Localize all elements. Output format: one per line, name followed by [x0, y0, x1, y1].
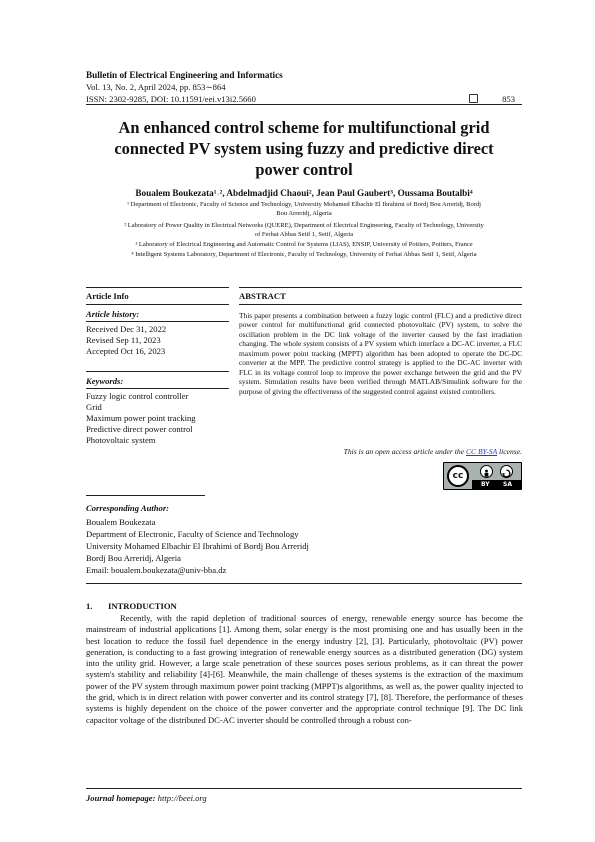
header-rule: [86, 104, 522, 105]
journal-name: Bulletin of Electrical Engineering and Informatics: [86, 70, 283, 80]
affiliation-1: [84, 201, 524, 218]
footer-rule: [86, 788, 522, 789]
journal-homepage: [86, 793, 207, 803]
history-item: Received Dec 31, 2022: [86, 324, 167, 334]
corresponding-email[interactable]: Email: boualem.boukezata@univ-bba.dz: [86, 565, 227, 575]
keywords-rule-top: [86, 371, 229, 372]
section-number: 1.: [86, 601, 93, 611]
corresponding-name: Boualem Boukezata: [86, 517, 156, 527]
corresponding-dept: Department of Electronic, Faculty of Science and Technology: [86, 529, 299, 539]
open-access-prefix: This is an open access article under the: [343, 447, 466, 456]
title-line: An enhanced control scheme for multifunctional grid: [118, 118, 490, 137]
keyword-item: Fuzzy logic control controller: [86, 391, 189, 401]
license-link[interactable]: CC BY-SA: [465, 447, 498, 456]
keyword-item: Maximum power point tracking: [86, 413, 196, 423]
affiliation-line: ² Laboratory of Power Quality in Electrical Networks (QUERE), Department of Electrical Engineering, Faculty of Technology, University: [124, 222, 484, 229]
section-heading-introduction: [86, 601, 177, 611]
corresponding-univ: University Mohamed Elbachir El Ibrahimi of Bordj Bou Arreridj: [86, 541, 309, 551]
abstract-heading: ABSTRACT: [239, 291, 286, 301]
volume-info: Vol. 13, No. 2, April 2024, pp. 853∼864: [86, 82, 226, 92]
front-matter-rule: [86, 583, 522, 584]
corresponding-heading: Corresponding Author:: [86, 503, 170, 513]
history-item: Revised Sep 11, 2023: [86, 335, 161, 345]
open-access-suffix: license.: [497, 447, 522, 456]
keyword-item: Grid: [86, 402, 102, 412]
article-info-rule-top: [86, 287, 229, 288]
keyword-item: Predictive direct power control: [86, 424, 193, 434]
history-list: [86, 324, 166, 357]
cc-by-sa-badge[interactable]: [443, 462, 522, 490]
share-alike-icon: [500, 465, 513, 478]
history-rule: [86, 321, 229, 322]
title-line: power control: [255, 160, 353, 179]
author-list: Boualem Boukezata¹˒², Abdelmadjid Chaoui², Jean Paul Gaubert³, Oussama Boutalbi⁴: [135, 188, 473, 198]
article-info-heading: Article Info: [86, 291, 129, 301]
homepage-link[interactable]: http://beei.org: [157, 793, 207, 803]
affiliation-3: ³ Laboratory of Electrical Engineering and Automatic Control for Systems (LIAS), ENSIP, University of Poitiers, Poitiers, France: [135, 241, 473, 248]
article-info-rule-mid: [86, 304, 229, 305]
page-number: 853: [502, 94, 515, 104]
keywords-heading: Keywords:: [86, 376, 124, 386]
homepage-label: Journal homepage:: [86, 793, 156, 803]
issn-doi: ISSN: 2302-9285, DOI: 10.11591/eei.v13i2.5660: [86, 94, 256, 104]
abstract-rule-mid: [239, 304, 522, 305]
paper-title: [80, 117, 528, 180]
history-heading: Article history:: [86, 309, 140, 319]
history-item: Accepted Oct 16, 2023: [86, 346, 166, 356]
corresponding-city: Bordj Bou Arreridj, Algeria: [86, 553, 181, 563]
keywords-list: [86, 391, 196, 446]
affiliation-line: of Ferhat Abbas Setif 1, Setif, Algeria: [254, 230, 354, 238]
affiliation-4: ⁴ Intelligent Systems Laboratory, Department of Electronic, Faculty of Technology, University of Ferhat Abbas Setif 1, Setif, Algeria: [131, 251, 477, 258]
title-line: connected PV system using fuzzy and predictive direct: [114, 139, 494, 158]
abstract-rule-top: [239, 287, 522, 288]
page-icon: [469, 94, 478, 103]
cc-icon: cc: [447, 465, 469, 487]
introduction-text: Recently, with the rapid depletion of traditional sources of energy, renewable energy source has become the mainstream of industrial applications [1]. Among them, solar energy is the most promising one and has usually been in the best location to reduce the fossil fuel dependence in the energy industry [2], [3]. Particularly, photovoltaic (PV) power generation, is conducting to a fast growing integration of renewable energy sources as a distributed generation (DG) system into the utility grid. However, a large scale penetration of these sources poses serious problems, as it can threat the power system's stability and reliability [4]-[6]. Meanwhile, the main challenge of theses systems is the extraction of the maximum power of the PV system through maximum power point tracking (MPPT)s algorithms, as well as, the power quality injected to the grid, which is in direct relation with power converter and its control strategy [7], [8]. Therefore, the performance of theses systems is highly dependent on the choice of the power converter and the appropriate control technique [9]. The DC link capacitor voltage of the distributed DC-AC inverter should be controlled through a robust con-: [86, 613, 523, 725]
cc-label-bar: [472, 480, 521, 489]
affiliation-line: Bou Arreridj, Algeria: [276, 209, 332, 217]
corresponding-rule: [86, 495, 205, 496]
keyword-item: Photovoltaic system: [86, 435, 156, 445]
open-access-notice: [344, 447, 522, 456]
cc-sa-label: SA: [503, 481, 512, 488]
section-title: INTRODUCTION: [108, 601, 177, 611]
affiliation-2: [84, 222, 524, 239]
affiliation-line: ¹ Department of Electronic, Faculty of Science and Technology, University Mohamed Elbachir El Ibrahimi of Bordj Bou Arreridj, Bordj: [127, 201, 481, 208]
attribution-icon: [480, 465, 493, 478]
abstract-text: This paper presents a combination between a fuzzy logic control (FLC) and a predictive direct power control for multifunctional grid connected photovoltaic (PV) system, to solve the oscillation problem in the DC link voltage of the inverter caused by the fast irradiation changing. The whole system consists of a PV system which interface a DC-AC inverter, a FLC maximum power point tracking (MPPT) algorithm has been adopted to operate the DC-DC converter at the MPP. The predictive control strategy is applied to the DC-AC inverter with FLC in its voltage control loop to improve the power exchange between the grid and the PV system. Simulation results have been verified through MATLAB/Simulink software for the purpose of giving the effectiveness of the suggested control against existed controllers.: [239, 311, 522, 396]
cc-by-label: BY: [481, 481, 490, 488]
keywords-rule: [86, 388, 229, 389]
